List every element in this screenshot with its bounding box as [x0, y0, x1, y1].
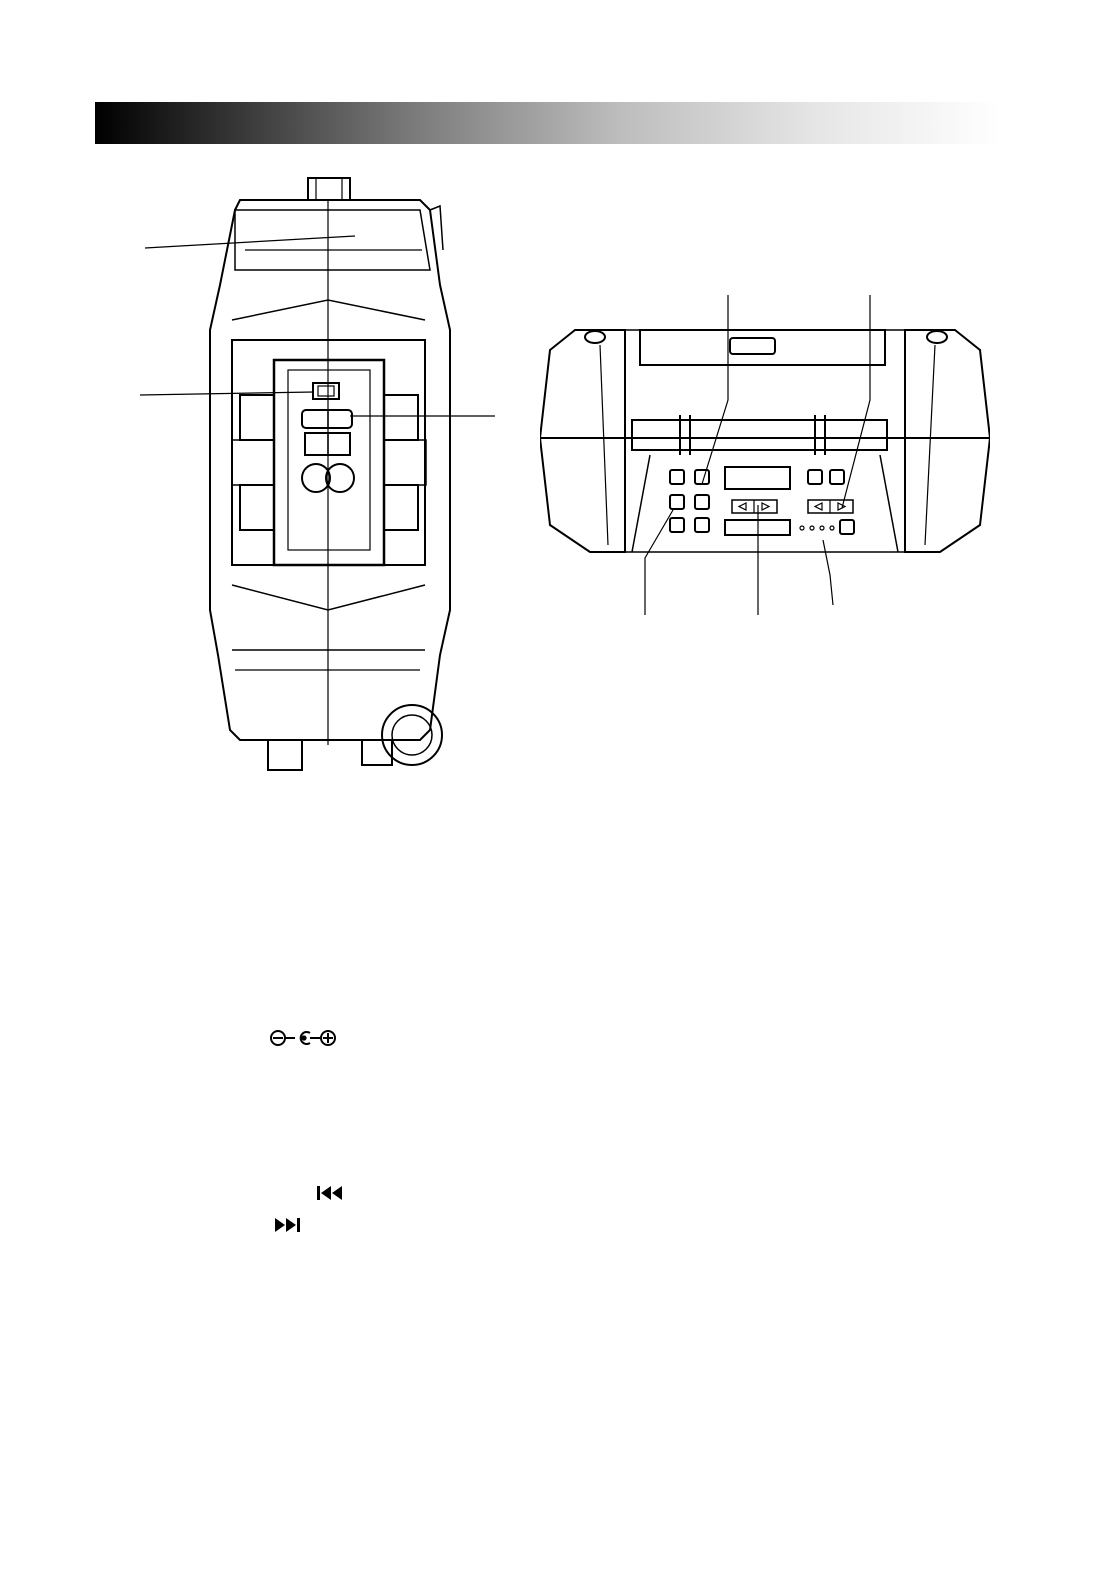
dc-polarity-icon [268, 1028, 340, 1048]
front-view-figure [540, 290, 990, 630]
next-track-icon [272, 1216, 302, 1234]
section-header-bar [95, 102, 1000, 144]
side-view-figure [140, 170, 500, 780]
previous-track-icon [316, 1184, 346, 1202]
